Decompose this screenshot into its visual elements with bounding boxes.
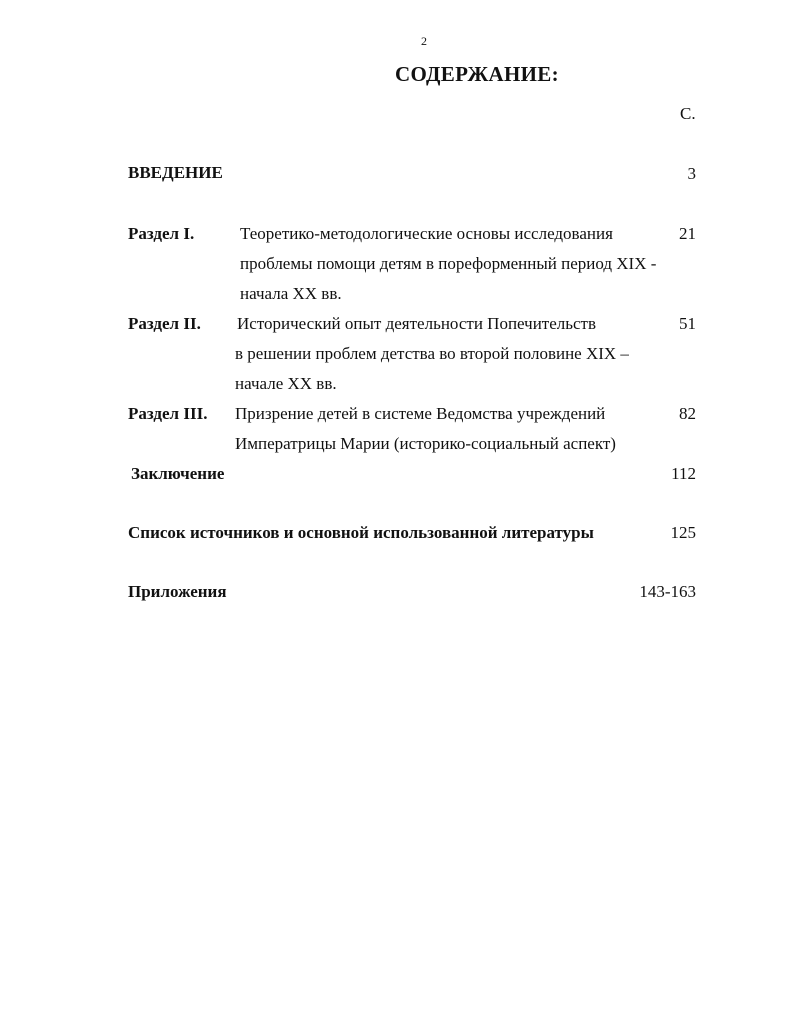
toc-section2-page: 51 (679, 314, 696, 333)
page-number: 2 (421, 34, 427, 48)
toc-conclusion-page: 112 (671, 464, 696, 483)
toc-appendices-label: Приложения (128, 582, 227, 601)
toc-conclusion-label: Заключение (131, 464, 225, 483)
toc-intro-label: ВВЕДЕНИЕ (128, 163, 223, 182)
toc-section2-line: начале XX вв. (235, 374, 337, 393)
toc-section1-line: проблемы помощи детям в пореформенный период XIX - (240, 254, 657, 273)
toc-section1-line: Теоретико-методологические основы исследования (240, 224, 613, 243)
toc-sources-page: 125 (670, 523, 696, 542)
toc-section3-line: Императрицы Марии (историко-социальный аспект) (235, 434, 616, 453)
page-column-label: С. (680, 104, 696, 123)
toc-section3-label: Раздел III. (128, 404, 208, 423)
toc-sources-label: Список источников и основной использованной литературы (128, 523, 594, 542)
toc-section2-line: Исторический опыт деятельности Попечительств (237, 314, 597, 333)
toc-section2-line: в решении проблем детства во второй половине XIX – (235, 344, 629, 363)
toc-section3-line: Призрение детей в системе Ведомства учреждений (235, 404, 606, 423)
toc-section2-label: Раздел II. (128, 314, 201, 333)
toc-intro-page: 3 (687, 164, 696, 183)
toc-appendices-page: 143-163 (639, 582, 696, 601)
page-title: СОДЕРЖАНИЕ: (395, 62, 559, 86)
toc-section1-line: начала XX вв. (240, 284, 342, 303)
toc-section1-page: 21 (679, 224, 696, 243)
toc-section1-label: Раздел I. (128, 224, 195, 243)
toc-section3-page: 82 (679, 404, 696, 423)
